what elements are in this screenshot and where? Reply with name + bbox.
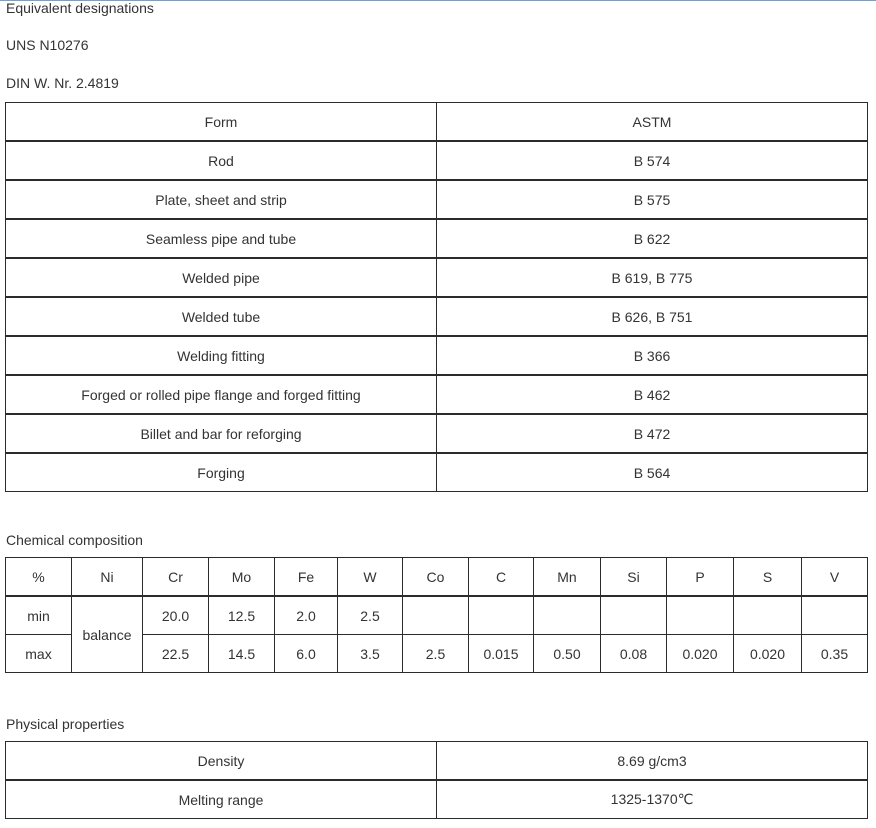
header-v: V — [802, 558, 868, 597]
table-row — [6, 336, 868, 375]
table-row — [6, 780, 868, 819]
header-form: Form — [6, 103, 437, 142]
table-row — [6, 297, 868, 336]
table-row-min — [6, 596, 868, 635]
table-row — [6, 180, 868, 219]
form-cell: Forging — [6, 453, 437, 492]
table-row — [6, 453, 868, 492]
header-percent: % — [6, 558, 72, 597]
header-fe: Fe — [275, 558, 338, 597]
property-value: 1325-1370℃ — [437, 780, 868, 819]
table-header-row — [6, 103, 868, 142]
header-astm: ASTM — [437, 103, 868, 142]
forms-table — [5, 102, 868, 492]
min-mo: 12.5 — [209, 596, 275, 635]
table-row — [6, 258, 868, 297]
table-row — [6, 219, 868, 258]
astm-cell: B 622 — [437, 219, 868, 258]
astm-cell: B 574 — [437, 141, 868, 180]
header-mo: Mo — [209, 558, 275, 597]
table-header-row — [6, 558, 868, 597]
section-title-chemical-composition: Chemical composition — [6, 532, 143, 548]
max-fe: 6.0 — [275, 635, 338, 673]
property-name: Melting range — [6, 780, 437, 819]
form-cell: Welding fitting — [6, 336, 437, 375]
din-designation: DIN W. Nr. 2.4819 — [6, 75, 119, 91]
max-w: 3.5 — [338, 635, 403, 673]
header-p: P — [667, 558, 734, 597]
form-cell: Rod — [6, 141, 437, 180]
property-name: Density — [6, 742, 437, 781]
max-cr: 22.5 — [143, 635, 209, 673]
astm-cell: B 462 — [437, 375, 868, 414]
min-s — [734, 596, 802, 635]
form-cell: Billet and bar for reforging — [6, 414, 437, 453]
header-cr: Cr — [143, 558, 209, 597]
section-title-equivalent-designations: Equivalent designations — [6, 0, 154, 16]
astm-cell: B 626, B 751 — [437, 297, 868, 336]
form-cell: Welded pipe — [6, 258, 437, 297]
section-title-physical-properties: Physical properties — [6, 716, 125, 732]
min-mn — [534, 596, 601, 635]
table-row — [6, 375, 868, 414]
header-mn: Mn — [534, 558, 601, 597]
min-co — [403, 596, 469, 635]
header-c: C — [469, 558, 534, 597]
max-mn: 0.50 — [534, 635, 601, 673]
max-c: 0.015 — [469, 635, 534, 673]
ni-balance-cell: balance — [72, 596, 143, 673]
property-value: 8.69 g/cm3 — [437, 742, 868, 781]
header-w: W — [338, 558, 403, 597]
chemical-composition-table — [5, 557, 868, 673]
form-cell: Plate, sheet and strip — [6, 180, 437, 219]
max-v: 0.35 — [802, 635, 868, 673]
form-cell: Seamless pipe and tube — [6, 219, 437, 258]
min-fe: 2.0 — [275, 596, 338, 635]
astm-cell: B 366 — [437, 336, 868, 375]
uns-designation: UNS N10276 — [6, 37, 89, 53]
max-label: max — [6, 635, 72, 673]
form-cell: Welded tube — [6, 297, 437, 336]
min-si — [601, 596, 667, 635]
astm-cell: B 619, B 775 — [437, 258, 868, 297]
table-row — [6, 141, 868, 180]
max-s: 0.020 — [734, 635, 802, 673]
physical-properties-table — [5, 741, 868, 819]
max-mo: 14.5 — [209, 635, 275, 673]
table-row — [6, 742, 868, 781]
min-w: 2.5 — [338, 596, 403, 635]
min-label: min — [6, 596, 72, 635]
max-si: 0.08 — [601, 635, 667, 673]
max-p: 0.020 — [667, 635, 734, 673]
max-co: 2.5 — [403, 635, 469, 673]
min-p — [667, 596, 734, 635]
header-co: Co — [403, 558, 469, 597]
min-v — [802, 596, 868, 635]
min-cr: 20.0 — [143, 596, 209, 635]
header-ni: Ni — [72, 558, 143, 597]
astm-cell: B 564 — [437, 453, 868, 492]
astm-cell: B 575 — [437, 180, 868, 219]
form-cell: Forged or rolled pipe flange and forged fitting — [6, 375, 437, 414]
table-row — [6, 414, 868, 453]
header-si: Si — [601, 558, 667, 597]
min-c — [469, 596, 534, 635]
header-s: S — [734, 558, 802, 597]
astm-cell: B 472 — [437, 414, 868, 453]
